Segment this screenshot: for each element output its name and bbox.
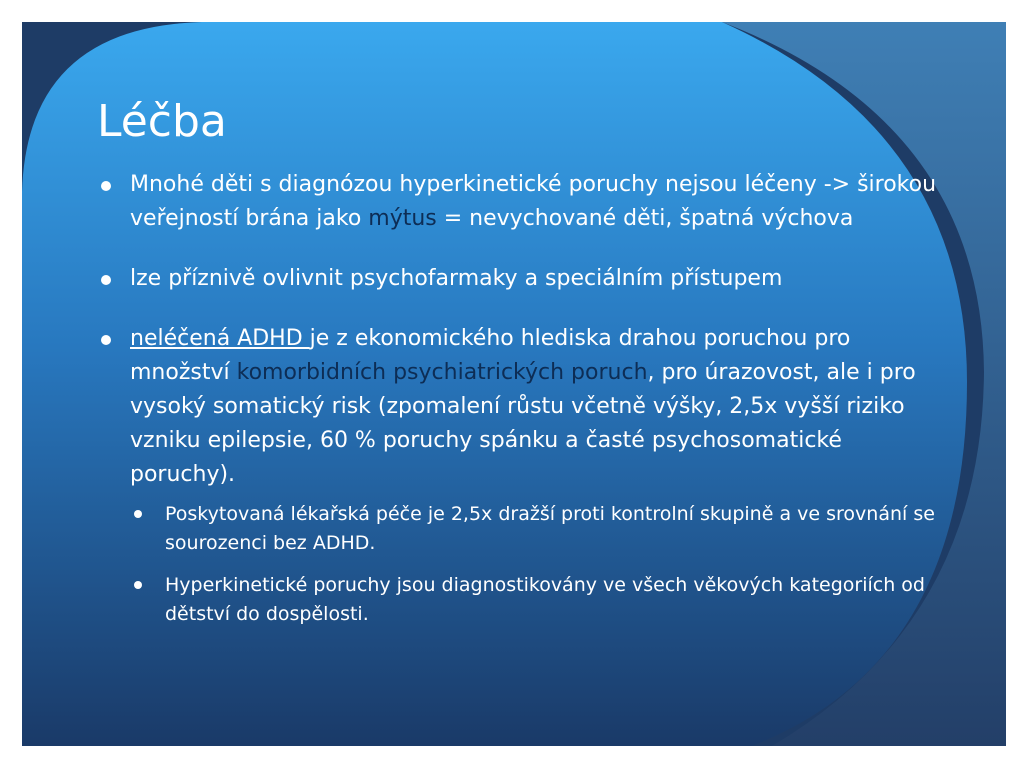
bullet-dot-icon — [101, 181, 111, 191]
sub-bullet-item — [132, 500, 938, 558]
bullet-list — [98, 168, 938, 642]
bullet-item — [98, 322, 938, 492]
bullet-text: , pro úrazovost, ale i pro vysoký somatický risk (zpomalení růstu včetně výšky, 2,5x vyšší riziko vzniku epilepsie, 60 % poruchy spánku a časté psychosomatické poruchy). — [130, 360, 916, 487]
sub-bullet-text: Poskytovaná lékařská péče je 2,5x dražší proti kontrolní skupině a ve srovnání se sourozenci bez ADHD. — [165, 503, 935, 554]
sub-bullet-dot-icon — [134, 581, 142, 589]
sub-bullet-text: Hyperkinetické poruchy jsou diagnostikovány ve všech věkových kategoriích od dětství do dospělosti. — [165, 574, 925, 625]
bullet-text: Mnohé děti s diagnózou hyperkinetické poruchy nejsou léčeny -> širokou veřejností brána jako — [130, 172, 937, 231]
bullet-text: lze příznivě ovlivnit psychofarmaky a speciálním přístupem — [130, 266, 783, 291]
slide — [22, 22, 1006, 746]
bullet-item — [98, 262, 938, 296]
slide-title: Léčba — [97, 96, 227, 147]
underlined-link-text[interactable]: neléčená ADHD — [130, 326, 310, 351]
sub-bullet-item — [132, 571, 938, 629]
sub-bullet-dot-icon — [134, 510, 142, 518]
bullet-dot-icon — [101, 275, 111, 285]
bullet-dot-icon — [101, 335, 111, 345]
bullet-item — [98, 168, 938, 236]
highlight-text: mýtus — [368, 206, 437, 231]
bullet-text: = nevychované děti, špatná výchova — [436, 206, 854, 231]
bullet-text: je z ekonomického hlediska drahou poruchou pro množství — [130, 326, 851, 385]
highlight-text: komorbidních psychiatrických poruch — [236, 360, 648, 385]
